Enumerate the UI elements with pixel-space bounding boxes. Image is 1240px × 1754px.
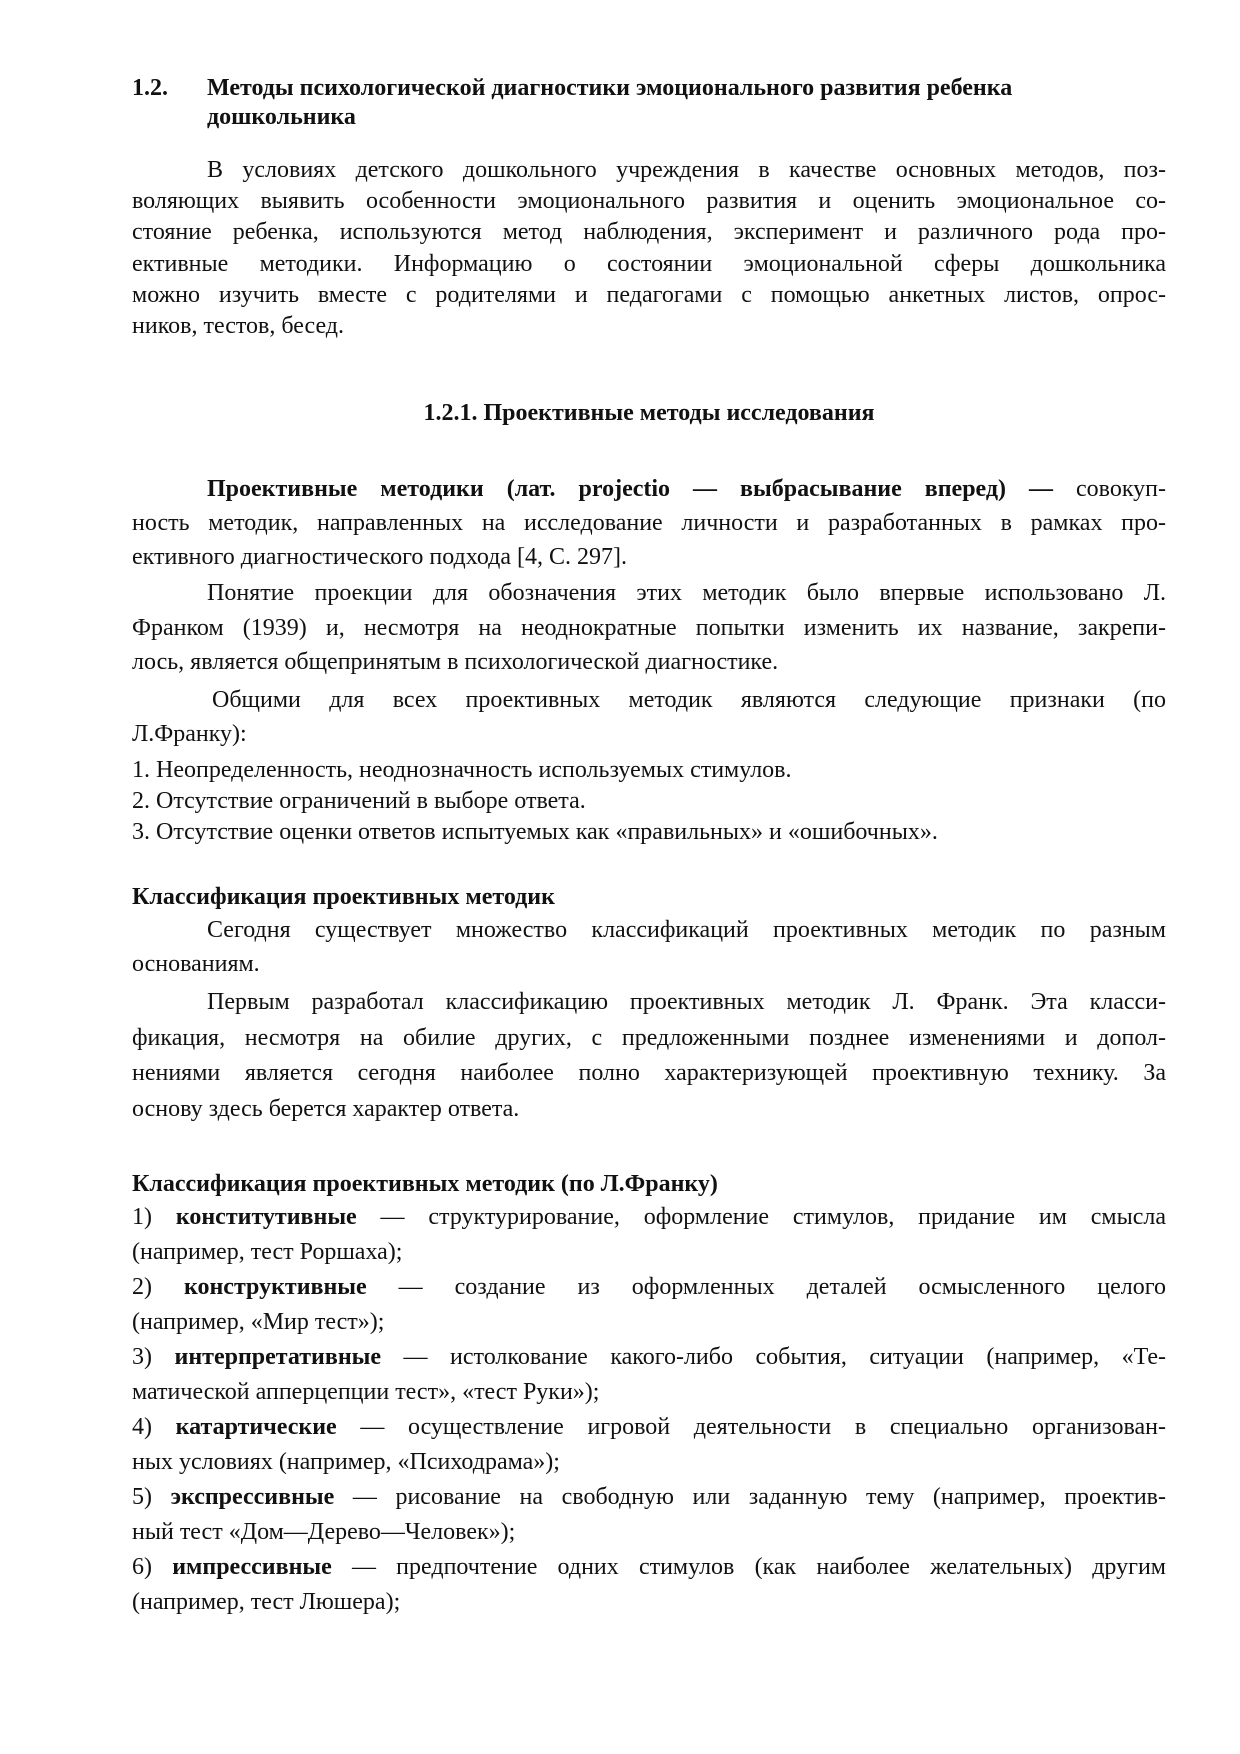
text-line: фикация, несмотря на обилие других, с предложенными позднее изменениями и допол- <box>132 1024 1166 1051</box>
features-intro <box>132 683 1166 751</box>
section-heading <box>132 74 1166 132</box>
item-text: — осуществление игровой деятельности в специально организован- <box>336 1414 1166 1440</box>
list-item <box>132 1270 1166 1340</box>
frank-classification-heading: Классификация проективных методик (по Л.Франку) <box>132 1171 718 1197</box>
text-line: ективного диагностического подхода [4, С. 297]. <box>132 544 627 570</box>
item-number: 3) <box>132 1344 175 1370</box>
section-number: 1.2. <box>132 75 168 101</box>
list-item <box>132 1200 1166 1270</box>
text-line: В условиях детского дошкольного учреждения в качестве основных методов, поз- <box>207 157 1166 183</box>
item-number: 2) <box>132 1274 184 1300</box>
item-term: экспрессивные <box>170 1484 335 1510</box>
item-text: — истолкование какого-либо события, ситуации (например, «Те- <box>381 1344 1166 1370</box>
list-item: 3. Отсутствие оценки ответов испытуемых как «правильных» и «ошибочных». <box>132 819 938 845</box>
item-text: — создание из оформленных деталей осмысленного целого <box>366 1274 1166 1300</box>
text-line: стояние ребенка, используются метод наблюдения, эксперимент и различного рода про- <box>132 219 1166 246</box>
frank-classification-list <box>132 1200 1166 1620</box>
intro-paragraph <box>132 155 1166 342</box>
list-item <box>132 1340 1166 1410</box>
text-line: основаниям. <box>132 951 260 977</box>
item-number: 4) <box>132 1414 176 1440</box>
text-line: ективные методики. Информацию о состоянии эмоциональной сферы дошкольника <box>132 250 1166 277</box>
item-number: 5) <box>132 1484 171 1510</box>
definition-paragraph <box>132 472 1166 574</box>
item-term: интерпретативные <box>174 1344 382 1370</box>
text-line: Сегодня существует множество классификаций проективных методик по разным <box>207 917 1166 943</box>
item-number: 6) <box>132 1554 173 1580</box>
item-term: конструктивные <box>183 1274 367 1300</box>
text-line: основу здесь берется характер ответа. <box>132 1095 520 1122</box>
section-title-line1: Методы психологической диагностики эмоционального развития ребенка <box>207 75 1013 101</box>
subsection-title: 1.2.1. Проективные методы исследования <box>423 400 875 426</box>
text-line: Первым разработал классификацию проективных методик Л. Франк. Эта класси- <box>207 989 1166 1015</box>
item-text: ный тест «Дом—Дерево—Человек»); <box>132 1519 516 1545</box>
concept-paragraph <box>132 576 1166 680</box>
item-term: импрессивные <box>172 1554 332 1580</box>
text-line: нениями является сегодня наиболее полно характеризующей проективную технику. За <box>132 1060 1166 1086</box>
item-number: 1) <box>132 1204 176 1230</box>
item-text: (например, тест Роршаха); <box>132 1239 403 1265</box>
section-title-line2: дошкольника <box>207 104 356 130</box>
text-line: можно изучить вместе с родителями и педагогами с помощью анкетных листов, опрос- <box>132 281 1166 308</box>
list-item <box>132 1410 1166 1480</box>
item-text: — структурирование, оформление стимулов, придание им смысла <box>356 1204 1166 1230</box>
item-text: матической апперцепции тест», «тест Руки»); <box>132 1379 600 1405</box>
classification-heading: Классификация проективных методик <box>132 884 555 910</box>
item-term: конститутивные <box>175 1204 357 1230</box>
text-line: Понятие проекции для обозначения этих методик было впервые использовано Л. <box>207 580 1166 606</box>
list-item: 2. Отсутствие ограничений в выборе ответа. <box>132 788 586 814</box>
list-item <box>132 1480 1166 1550</box>
list-item <box>132 1550 1166 1620</box>
list-item: 1. Неопределенность, неоднозначность используемых стимулов. <box>132 757 792 783</box>
definition-term: Проективные методики (лат. projectio — выбрасывание вперед) — <box>207 476 1054 502</box>
text-line: ников, тестов, бесед. <box>132 313 344 340</box>
text-line: Общими для всех проективных методик являются следующие признаки (по <box>212 687 1166 713</box>
classification-paragraph-1 <box>132 913 1166 981</box>
item-text: (например, «Мир тест»); <box>132 1309 385 1335</box>
classification-paragraph-2 <box>132 985 1166 1127</box>
text-line: лось, является общепринятым в психологической диагностике. <box>132 649 779 675</box>
item-text: (например, тест Люшера); <box>132 1589 401 1615</box>
text-line: Л.Франку): <box>132 721 247 747</box>
text-line: ность методик, направленных на исследование личности и разработанных в рамках про- <box>132 510 1166 536</box>
features-list <box>132 755 1166 848</box>
item-text: — предпочтение одних стимулов (как наиболее желательных) другим <box>331 1554 1166 1580</box>
item-text: — рисование на свободную или заданную тему (например, проектив- <box>334 1484 1167 1510</box>
text-line: Франком (1939) и, несмотря на неоднократные попытки изменить их название, закрепи- <box>132 614 1166 641</box>
item-term: катартические <box>175 1414 337 1440</box>
text-span: совокуп- <box>1053 476 1166 502</box>
item-text: ных условиях (например, «Психодрама»); <box>132 1449 560 1475</box>
text-line: воляющих выявить особенности эмоционального развития и оценить эмоциональное со- <box>132 188 1166 215</box>
